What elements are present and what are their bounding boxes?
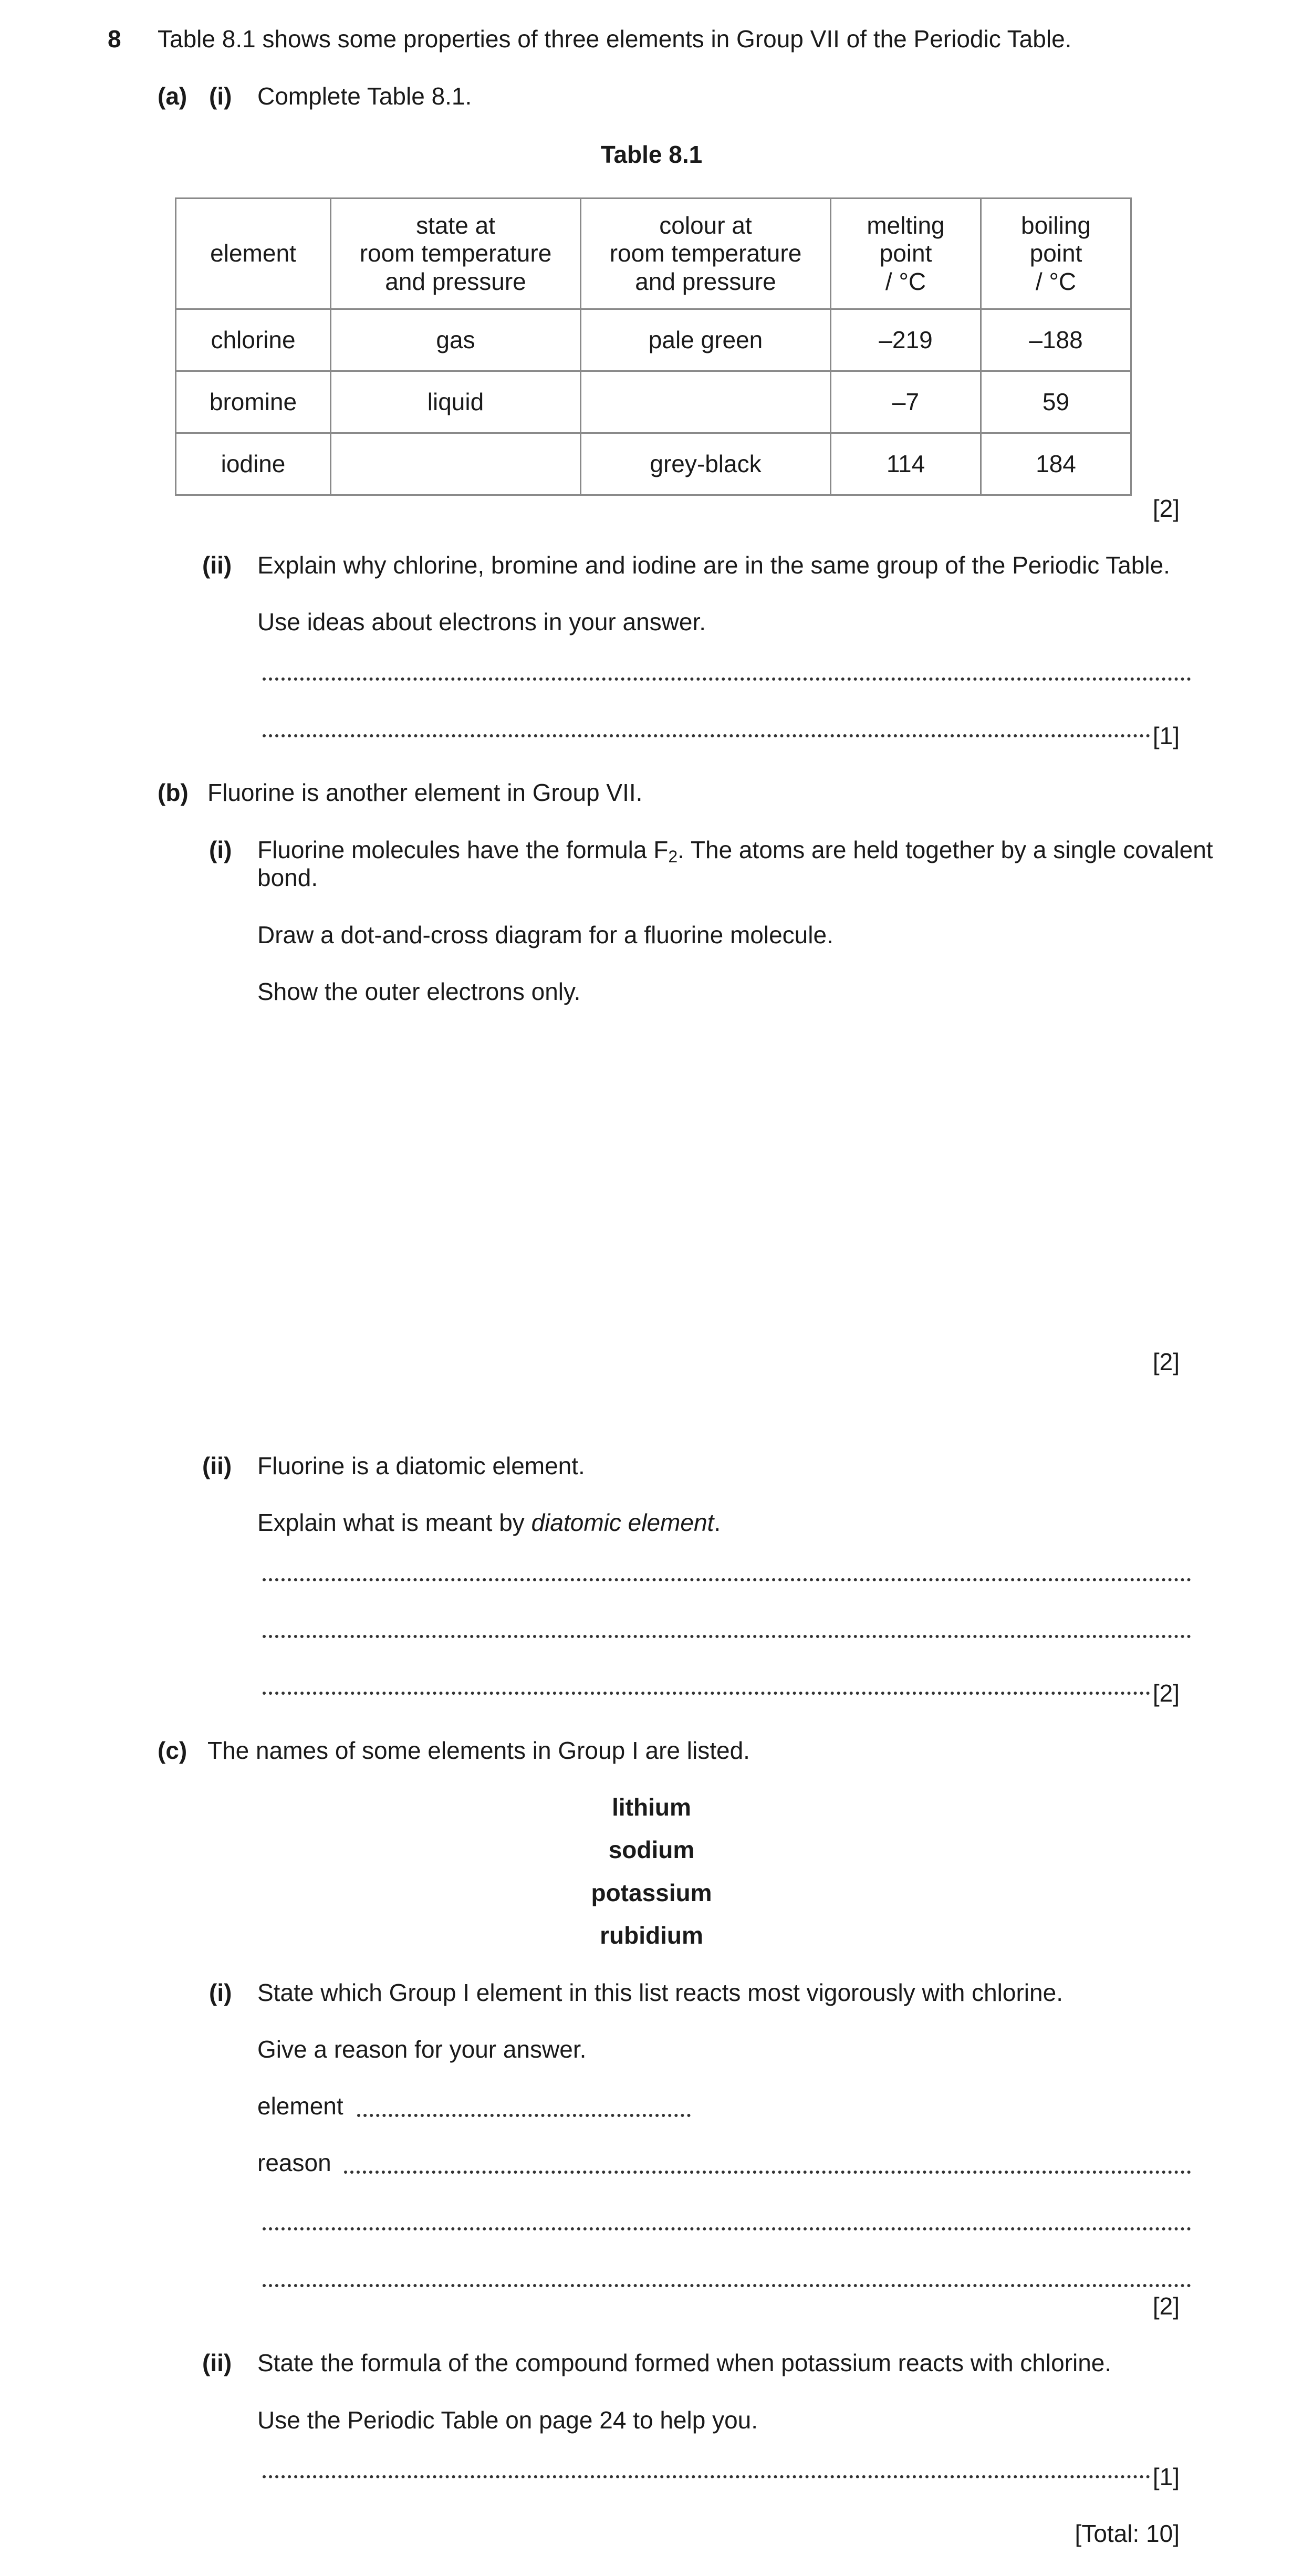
cell-melting-point: 114 [831, 433, 981, 495]
element-list-item: lithium [612, 1793, 691, 1821]
part-c-ii-label: (ii) [202, 2349, 232, 2376]
cell-boiling-point: 184 [981, 433, 1131, 495]
cell-state: liquid [331, 371, 581, 433]
drawing-area[interactable] [257, 1029, 1182, 1323]
part-c-ii-hint: Use the Periodic Table on page 24 to help you. [257, 2406, 758, 2434]
cell-state: gas [331, 309, 581, 371]
answer-line[interactable] [263, 2475, 1150, 2478]
answer-line[interactable] [263, 734, 1150, 737]
table-row-chlorine [176, 309, 1131, 371]
element-list-item: sodium [608, 1836, 695, 1863]
element-answer-line[interactable] [357, 2114, 691, 2117]
header-state: state at room temperature and pressure [331, 199, 581, 309]
part-b-ii-text: Fluorine is a diatomic element. [257, 1452, 585, 1479]
answer-line[interactable] [263, 677, 1191, 681]
reason-label: reason [257, 2149, 331, 2176]
cell-boiling-point: –188 [981, 309, 1131, 371]
part-a-ii-hint: Use ideas about electrons in your answer. [257, 608, 706, 635]
question-intro: Table 8.1 shows some properties of three elements in Group VII of the Periodic Table. [158, 25, 1072, 53]
answer-line[interactable] [263, 1635, 1191, 1638]
part-c-i-label: (i) [209, 1979, 232, 2006]
cell-colour: grey-black [581, 433, 831, 495]
part-a-i-label: (i) [209, 82, 232, 110]
answer-line[interactable] [263, 2284, 1191, 2287]
part-b-ii-mark: [2] [1152, 1680, 1180, 1707]
part-c-i-mark: [2] [1152, 2292, 1180, 2320]
part-a-ii-mark: [1] [1152, 722, 1180, 749]
cell-colour: pale green [581, 309, 831, 371]
cell-melting-point: –219 [831, 309, 981, 371]
answer-line[interactable] [263, 2227, 1191, 2230]
part-c-text: The names of some elements in Group I are listed. [207, 1737, 750, 1764]
part-b-text: Fluorine is another element in Group VII. [207, 779, 643, 806]
element-list-item: potassium [591, 1879, 712, 1906]
table-row-bromine [176, 371, 1131, 433]
header-melting-point: melting point / °C [831, 199, 981, 309]
cell-element: iodine [176, 433, 331, 495]
cell-boiling-point: 59 [981, 371, 1131, 433]
part-a-ii-text: Explain why chlorine, bromine and iodine are in the same group of the Periodic Table. [257, 551, 1170, 579]
part-c-label: (c) [158, 1737, 187, 1764]
header-colour: colour at room temperature and pressure [581, 199, 831, 309]
formula-subscript: 2 [668, 847, 678, 866]
table-title: Table 8.1 [600, 141, 703, 168]
part-b-ii-label: (ii) [202, 1452, 232, 1479]
part-b-i-draw: Draw a dot-and-cross diagram for a fluorine molecule. [257, 921, 833, 948]
cell-colour-answer[interactable] [581, 371, 831, 433]
question-number: 8 [108, 25, 121, 53]
header-boiling-point: boiling point / °C [981, 199, 1131, 309]
part-a-i-mark: [2] [1152, 495, 1180, 522]
total-marks: [Total: 10] [1075, 2520, 1180, 2547]
cell-element: bromine [176, 371, 331, 433]
part-c-ii-text: State the formula of the compound formed when potassium reacts with chlorine. [257, 2349, 1112, 2376]
header-element: element [176, 199, 331, 309]
table-header-row [176, 199, 1131, 309]
part-b-i-show: Show the outer electrons only. [257, 978, 581, 1005]
properties-table [175, 197, 1132, 496]
element-list-item: rubidium [600, 1922, 703, 1949]
cell-melting-point: –7 [831, 371, 981, 433]
answer-line[interactable] [263, 1692, 1150, 1695]
answer-line[interactable] [263, 1578, 1191, 1581]
cell-state-answer[interactable] [331, 433, 581, 495]
part-b-i-text: Fluorine molecules have the formula $F_2$. The atoms are held together by a single covalent [257, 836, 1213, 866]
part-a-ii-label: (ii) [202, 551, 232, 579]
part-a-i-text: Complete Table 8.1. [257, 82, 472, 110]
part-b-i-mark: [2] [1152, 1348, 1180, 1375]
part-b-ii-explain: Explain what is meant by diatomic element. [257, 1509, 721, 1536]
part-a-label: (a) [158, 82, 187, 110]
part-c-i-text: State which Group I element in this list reacts most vigorously with chlorine. [257, 1979, 1063, 2006]
part-c-ii-mark: [1] [1152, 2463, 1180, 2490]
element-label: element [257, 2092, 343, 2120]
part-b-i-label: (i) [209, 836, 232, 863]
reason-answer-line[interactable] [344, 2171, 1191, 2174]
table-row-iodine [176, 433, 1131, 495]
part-b-i-text-line2: bond. [257, 864, 318, 891]
cell-element: chlorine [176, 309, 331, 371]
part-b-label: (b) [158, 779, 189, 806]
part-c-i-hint: Give a reason for your answer. [257, 2036, 587, 2063]
